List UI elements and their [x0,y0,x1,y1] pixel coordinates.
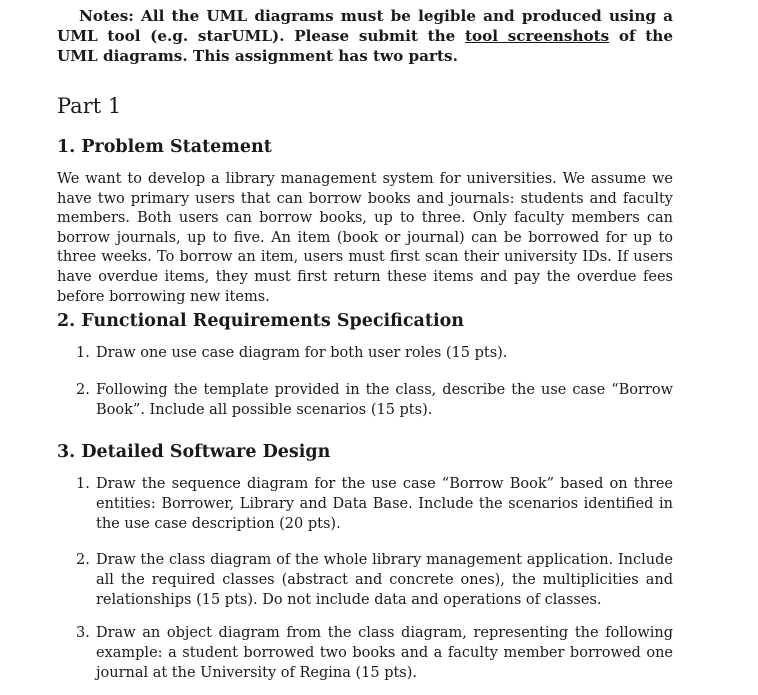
list-item-text: Draw an object diagram from the class diagram, representing the following example: a student borrowed two books and a faculty member borrowed one journal at the University of Regina (15 pts). [96,625,673,681]
list-item-text: Draw the class diagram of the whole library management application. Include all the required classes (abstract and concrete ones), the multiplicities and relationships (15 pts). Do not include data and operations of classes. [96,552,673,608]
part-title: Part 1 [57,94,122,118]
list-item-number: 2. [76,382,90,398]
notes-underlined-text: tool screenshots [465,27,610,45]
problem-statement-paragraph: We want to develop a library management system for universities. We assume we have two primary users that can borrow books and journals: students and faculty members. Both users can borrow books, up to three. Only faculty members can borrow journals, up to five. An item (book or journal) can be borrowed for up to three weeks. To borrow an item, users must first scan their university IDs. If users have overdue items, they must first return these items and pay the overdue fees before borrowing new items. [57,171,673,305]
notes-paragraph [57,6,673,66]
list-item [57,551,673,610]
list-item [57,344,673,364]
section-title-functional-requirements: 2. Functional Requirements Specification [57,311,464,331]
section-title-detailed-software-design: 3. Detailed Software Design [57,442,331,462]
notes-suffix: of the UML diagrams. This assignment has two parts. [57,27,673,65]
list-item-text: Draw one use case diagram for both user roles (15 pts). [96,345,508,361]
list-item [57,475,673,534]
section-title-problem-statement: 1. Problem Statement [57,137,272,157]
document-page [57,6,673,681]
list-item [57,381,673,421]
list-item-number: 1. [76,345,90,361]
notes-prefix: Notes: All the UML diagrams must be legible and produced using a UML tool (e.g. starUML). Please submit the [57,7,673,45]
list-item-text: Following the template provided in the class, describe the use case “Borrow Book”. Include all possible scenarios (15 pts). [96,382,673,418]
list-item-number: 2. [76,552,90,568]
list-item-number: 3. [76,625,90,641]
list-item [57,624,673,683]
list-item-number: 1. [76,476,90,492]
list-item-text: Draw the sequence diagram for the use case “Borrow Book” based on three entities: Borrower, Library and Data Base. Include the scenarios identified in the use case description (20 pts). [96,476,673,532]
